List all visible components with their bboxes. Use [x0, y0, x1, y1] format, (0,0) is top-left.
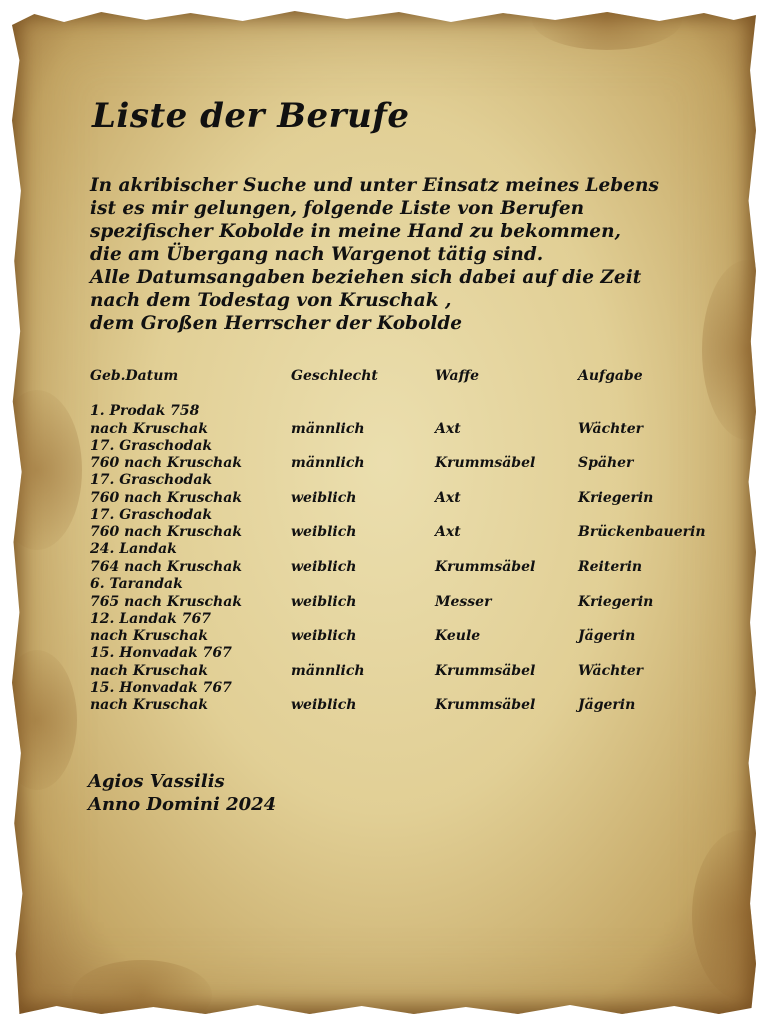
- intro-line: dem Großen Herrscher der Kobolde: [90, 313, 463, 334]
- intro-line: spezifischer Kobolde in meine Hand zu bekommen,: [90, 221, 621, 242]
- row-weapon: Krummsäbel: [435, 455, 536, 472]
- row-sex: männlich: [291, 455, 365, 472]
- signature-name: Agios Vassilis: [88, 771, 225, 792]
- row-date-line1: 17. Graschodak: [90, 472, 213, 489]
- row-task: Wächter: [578, 420, 644, 437]
- row-task: Kriegerin: [578, 593, 654, 610]
- row-weapon: Axt: [435, 489, 461, 506]
- header-weapon: Waffe: [435, 368, 480, 384]
- row-date-line1: 12. Landak 767: [90, 610, 211, 627]
- row-task: Kriegerin: [578, 489, 654, 506]
- intro-line: In akribischer Suche und unter Einsatz meines Lebens: [90, 175, 659, 196]
- row-sex: männlich: [291, 420, 365, 437]
- row-date-line1: 1. Prodak 758: [90, 403, 200, 419]
- row-date-line1: 17. Graschodak: [90, 506, 213, 523]
- row-date-line2: 765 nach Kruschak: [90, 593, 243, 610]
- row-date-line2: 760 nach Kruschak: [90, 524, 243, 541]
- row-task: Brückenbauerin: [578, 524, 706, 541]
- header-task: Aufgabe: [578, 368, 643, 384]
- row-weapon: Krummsäbel: [435, 662, 536, 679]
- row-date-line2: nach Kruschak: [90, 662, 208, 679]
- row-sex: weiblich: [291, 524, 357, 541]
- intro-line: Alle Datumsangaben beziehen sich dabei auf die Zeit: [90, 267, 642, 288]
- row-date-line2: 760 nach Kruschak: [90, 455, 243, 472]
- page-title: Liste der Berufe: [92, 96, 410, 136]
- intro-line: nach dem Todestag von Kruschak ,: [90, 290, 452, 311]
- signature-date: Anno Domini 2024: [88, 794, 277, 815]
- row-sex: männlich: [291, 662, 365, 679]
- row-date-line2: 760 nach Kruschak: [90, 489, 243, 506]
- row-weapon: Krummsäbel: [435, 697, 536, 714]
- header-date: Geb.Datum: [90, 368, 179, 384]
- row-weapon: Krummsäbel: [435, 558, 536, 575]
- row-date-line2: nach Kruschak: [90, 697, 208, 714]
- row-date-line1: 15. Honvadak 767: [90, 645, 232, 662]
- row-date-line2: nach Kruschak: [90, 628, 208, 645]
- row-date-line1: 24. Landak: [90, 541, 177, 558]
- row-sex: weiblich: [291, 697, 357, 714]
- header-sex: Geschlecht: [291, 368, 378, 384]
- row-sex: weiblich: [291, 628, 357, 645]
- row-sex: weiblich: [291, 558, 357, 575]
- row-weapon: Keule: [435, 628, 481, 645]
- row-date-line1: 15. Honvadak 767: [90, 679, 232, 696]
- row-date-line1: 17. Graschodak: [90, 437, 213, 454]
- row-task: Jägerin: [578, 628, 636, 645]
- intro-line: die am Übergang nach Wargenot tätig sind.: [90, 244, 544, 265]
- intro-paragraph: [90, 174, 730, 335]
- row-task: Späher: [578, 455, 634, 472]
- intro-line: ist es mir gelungen, folgende Liste von Berufen: [90, 198, 585, 219]
- row-weapon: Axt: [435, 420, 461, 437]
- row-date-line2: nach Kruschak: [90, 420, 208, 437]
- row-date-line2: 764 nach Kruschak: [90, 558, 243, 575]
- signature: [88, 770, 276, 816]
- row-sex: weiblich: [291, 489, 357, 506]
- row-task: Jägerin: [578, 697, 636, 714]
- row-sex: weiblich: [291, 593, 357, 610]
- row-weapon: Axt: [435, 524, 461, 541]
- row-weapon: Messer: [435, 593, 492, 610]
- row-task: Wächter: [578, 662, 644, 679]
- row-task: Reiterin: [578, 558, 643, 575]
- row-date-line1: 6. Tarandak: [90, 576, 183, 592]
